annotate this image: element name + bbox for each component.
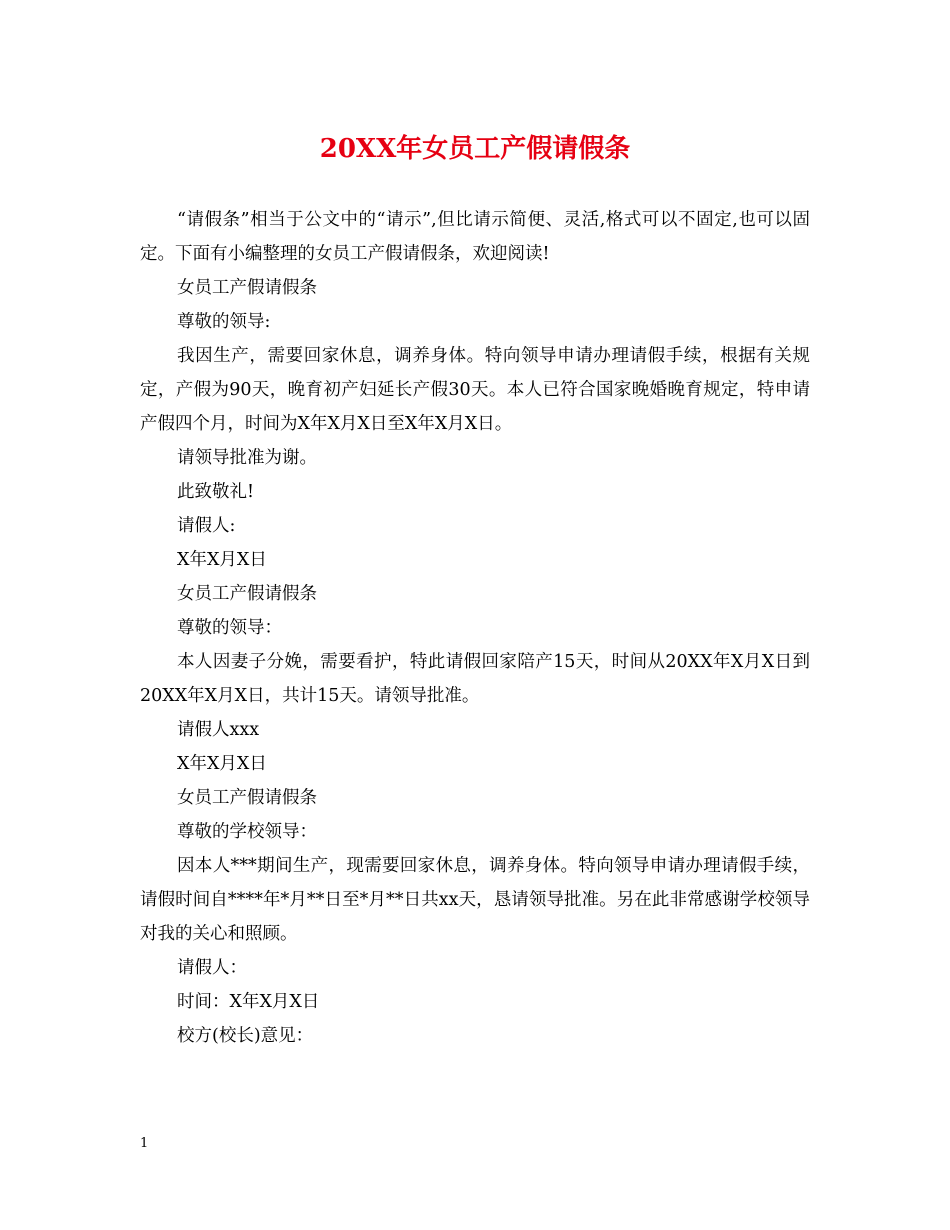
salutation-3: 尊敬的学校领导：	[177, 822, 317, 842]
salutation-2: 尊敬的领导：	[177, 618, 282, 638]
applicant-2: 请假人xxx	[177, 720, 260, 740]
body-paragraph-3: 因本人***期间生产，现需要回家休息，调养身体。特向领导申请办理请假手续，请假时间自****年*月**日至*月**日共xx天，恳请领导批准。另在此非常感谢学校领导对我的关心和照顾。	[140, 856, 810, 944]
page-number: 1	[140, 1136, 149, 1151]
section-heading-2: 女员工产假请假条	[177, 584, 317, 604]
section-heading-1: 女员工产假请假条	[177, 278, 317, 298]
applicant-1: 请假人:	[177, 516, 236, 536]
body-paragraph-2: 本人因妻子分娩，需要看护，特此请假回家陪产15天，时间从20XX年X月X日到20XX年X月X日，共计15天。请领导批准。	[140, 652, 810, 706]
salutation-1: 尊敬的领导:	[177, 312, 271, 332]
closing-1: 此致敬礼!	[177, 482, 255, 502]
section-heading-3: 女员工产假请假条	[177, 788, 317, 808]
document-body	[140, 203, 810, 1053]
document-title: 20XX年女员工产假请假条	[319, 134, 631, 164]
applicant-3: 请假人：	[177, 958, 247, 978]
request-line-1: 请领导批准为谢。	[177, 448, 317, 468]
date-3: 时间：X年X月X日	[177, 992, 320, 1012]
school-opinion: 校方(校长)意见：	[177, 1026, 314, 1046]
body-paragraph-1: 我因生产，需要回家休息，调养身体。特向领导申请办理请假手续，根据有关规定，产假为90天，晚育初产妇延长产假30天。本人已符合国家晚婚晚育规定，特申请产假四个月，时间为X年X月X日至X年X月X日。	[140, 346, 810, 434]
date-1: X年X月X日	[177, 550, 267, 570]
date-2: X年X月X日	[177, 754, 267, 774]
intro-paragraph: “请假条”相当于公文中的“请示”,但比请示简便、灵活,格式可以不固定,也可以固定。下面有小编整理的女员工产假请假条，欢迎阅读!	[140, 210, 810, 264]
